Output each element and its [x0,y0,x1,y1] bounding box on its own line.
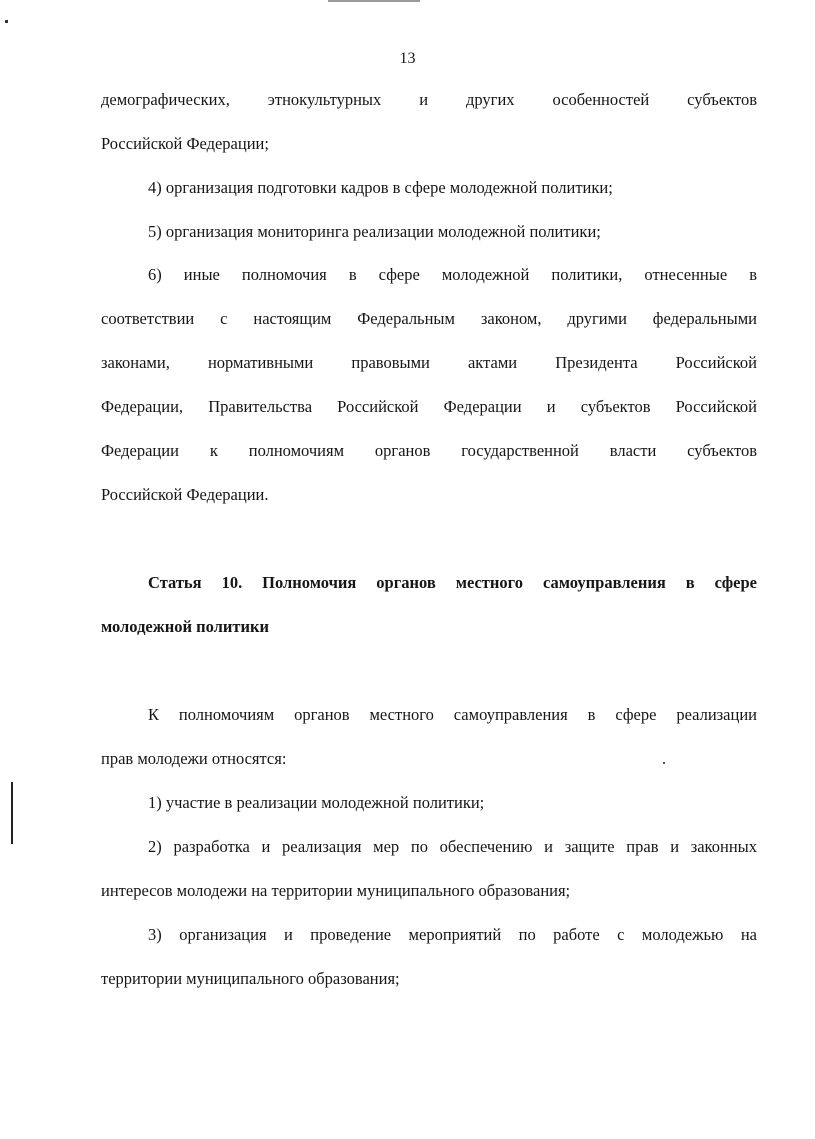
scan-artifact-dot [5,20,8,23]
list-item: 5) организация мониторинга реализации молодежной политики; [148,222,601,241]
scan-artifact-speck [663,762,665,764]
scan-artifact-top-rule [328,0,420,2]
paragraph-line: прав молодежи относятся: [101,749,287,768]
list-item: 6) иные полномочия в сфере молодежной политики, отнесенные в [148,265,757,284]
text-line: интересов молодежи на территории муниципального образования; [101,881,571,900]
text-line: Российской Федерации. [101,485,269,504]
list-item: 4) организация подготовки кадров в сфере молодежной политики; [148,178,613,197]
article-heading-continued: молодежной политики [101,617,270,636]
text-line: соответствии с настоящим Федеральным законом, другими федеральными [101,309,757,328]
text-line: Федерации к полномочиям органов государственной власти субъектов [101,441,757,460]
text-line: законами, нормативными правовыми актами Президента Российской [101,353,757,372]
text-line: территории муниципального образования; [101,969,400,988]
page-number: 13 [399,50,416,67]
list-item: 3) организация и проведение мероприятий по работе с молодежью на [148,925,757,944]
list-item: 1) участие в реализации молодежной политики; [148,793,485,812]
list-item: 2) разработка и реализация мер по обеспечению и защите прав и законных [148,837,757,856]
text-line: демографических, этнокультурных и других особенностей субъектов [101,90,757,109]
paragraph-line: К полномочиям органов местного самоуправления в сфере реализации [148,705,757,724]
text-line: Федерации, Правительства Российской Федерации и субъектов Российской [101,397,757,416]
article-heading: Статья 10. Полномочия органов местного самоуправления в сфере [148,573,757,592]
text-line: Российской Федерации; [101,134,269,153]
scan-artifact-left-bar [11,782,13,844]
